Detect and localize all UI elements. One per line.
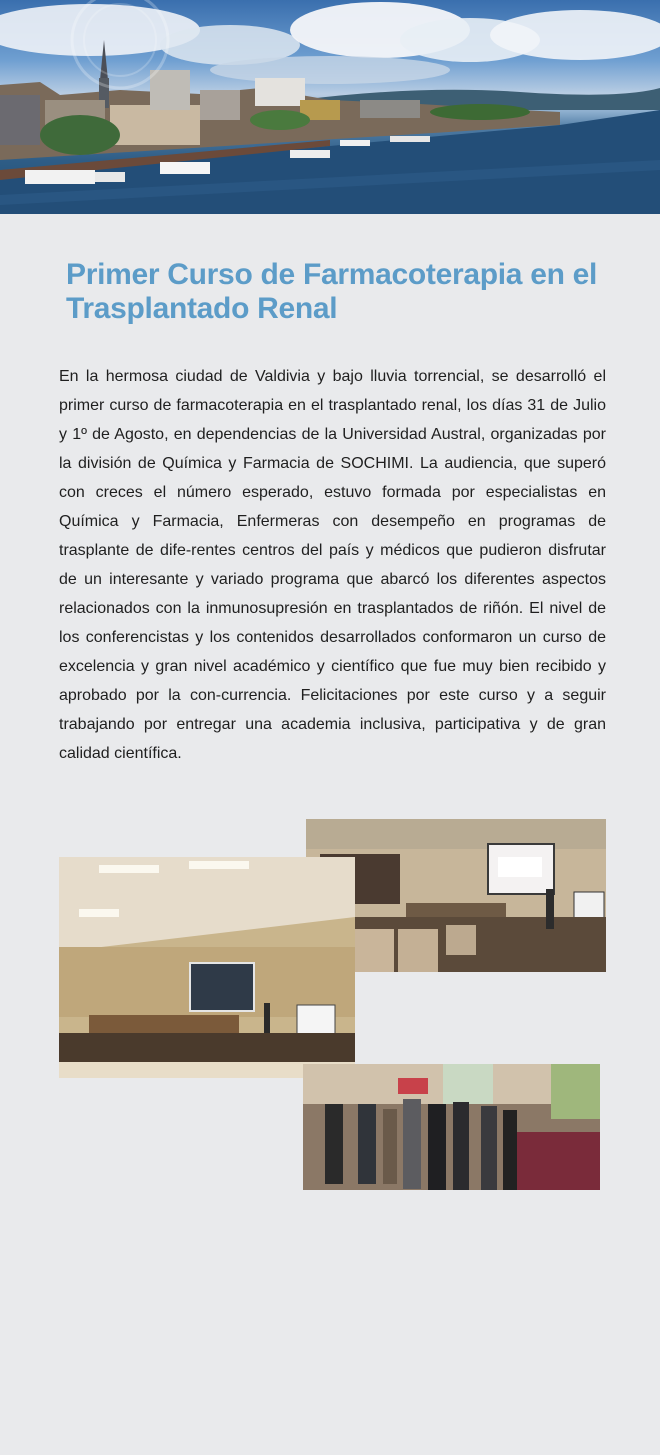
- hero-banner-valdivia-riverfront: [0, 0, 660, 214]
- article-title: Primer Curso de Farmacoterapia en el Trasplantado Renal: [66, 258, 598, 325]
- hero-illustration: [0, 0, 660, 214]
- article-body: En la hermosa ciudad de Valdivia y bajo lluvia torrencial, se desarrolló el primer curso de farmacoterapia en el trasplantado renal, los días 31 de Julio y 1º de Agosto, en dependencias de la Universidad Austral, organizadas por la división de Química y Farmacia de SOCHIMI. La audiencia, que superó con creces el número esperado, estuvo formada por especialistas en Química y Farmacia, Enfermeras con desempeño en programas de trasplante de dife-rentes centros del país y médicos que pudieron disfrutar de un interesante y variado programa que abarcó los diferentes aspectos relacionados con la inmunosupresión en trasplantados de riñón. El nivel de los conferencistas y los contenidos desarrollados conformaron un curso de excelencia y gran nivel académico y científico que fue muy bien recibido y aprobado por la con-currencia. Felicitaciones por este curso y a seguir trabajando por entregar una academia inclusiva, participativa y de gran calidad científica.: [59, 368, 606, 762]
- photo-reception-attendees: [303, 1064, 600, 1190]
- photo-auditorium-audience: [59, 857, 355, 1078]
